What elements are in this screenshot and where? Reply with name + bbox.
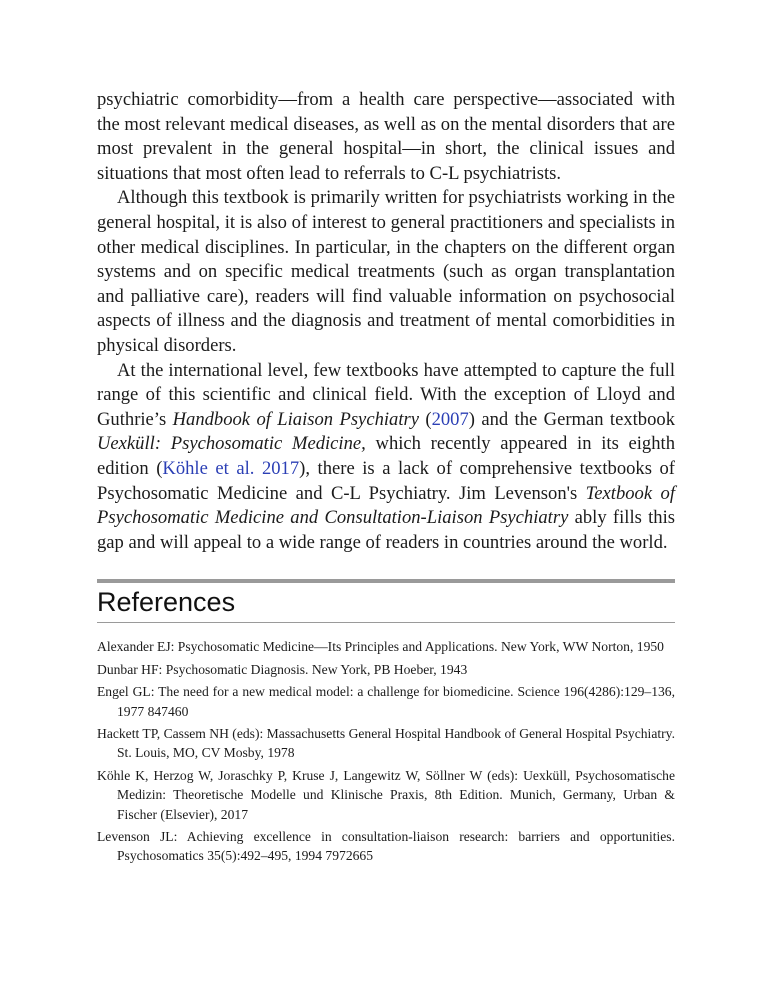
reference-item: Alexander EJ: Psychosomatic Medicine—Its Principles and Applications. New York, WW Norton, 1950 [97, 639, 664, 655]
paragraph-3-text-6: ably fills this gap and will appeal to a wide range of readers in countries around the world. [97, 507, 676, 553]
reference-item: Levenson JL: Achieving excellence in consultation-liaison research: barriers and opportunities. Psychosomatics 35(5):492–495, 1994 7972665 [97, 828, 675, 864]
book-title-uexkull: Uexküll: Psychosomatic Medicine, [97, 433, 366, 455]
reference-item: Engel GL: The need for a new medical model: a challenge for biomedicine. Science 196(4286):129–136, 1977 847460 [97, 684, 675, 719]
citation-link-2007[interactable]: 2007 [431, 408, 469, 430]
reference-item: Köhle K, Herzog W, Joraschky P, Kruse J, Langewitz W, Söllner W (eds): Uexküll, Psychosomatische Medizin: Theoretische Modelle und Klinische Praxis, 8th Edition. Munich, Germany, Urban & Fischer (Elsevier), 2017 [97, 767, 675, 822]
book-title-levenson-textbook: Textbook of Psychosomatic Medicine and Consultation-Liaison Psychiatry [97, 482, 676, 529]
reference-list [97, 637, 675, 865]
reference-item: Dunbar HF: Psychosomatic Diagnosis. New York, PB Hoeber, 1943 [97, 661, 468, 677]
citation-link-kohle-2017[interactable]: Köhle et al. 2017 [162, 457, 300, 479]
paragraph-1: psychiatric comorbidity—from a health care perspective—associated with the most relevant medical diseases, as well as on the mental disorders that are most prevalent in the general hospital—in short, the clinical issues and situations that most often lead to referrals to C-L psychiatrists. [97, 89, 675, 184]
page-content [97, 88, 675, 869]
book-title-handbook-liaison-psychiatry: Handbook of Liaison Psychiatry [172, 408, 419, 430]
paragraph-3 [97, 359, 675, 556]
reference-item: Hackett TP, Cassem NH (eds): Massachusetts General Hospital Handbook of General Hospital Psychiatry. St. Louis, MO, CV Mosby, 1978 [97, 725, 675, 761]
paragraph-3-text-4: which recently appeared in its eighth edition ( [97, 433, 675, 479]
references-bottom-rule [97, 622, 675, 623]
paragraph-3-text-3: ) and the German textbook [468, 408, 675, 430]
body-text [97, 88, 675, 555]
paragraph-2: Although this textbook is primarily written for psychiatrists working in the general hospital, it is also of interest to general practitioners and specialists in other medical disciplines. In particular, in the chapters on the different organ systems and on specific medical treatments (such as organ transplantation and palliative care), readers will find valuable information on psychosocial aspects of illness and the diagnosis and treatment of mental comorbidities in physical disorders. [97, 187, 675, 356]
references-heading: References [97, 587, 236, 618]
paragraph-3-text-5: ), there is a lack of comprehensive textbooks of Psychosomatic Medicine and C-L Psychiatry. Jim Levenson's [97, 457, 675, 504]
paragraph-3-text-2: ( [418, 408, 432, 430]
paragraph-3-text-1: At the international level, few textbooks have attempted to capture the full range of this scientific and clinical field. With the exception of Lloyd and Guthrie’s [97, 359, 675, 430]
references-top-rule [97, 579, 675, 583]
